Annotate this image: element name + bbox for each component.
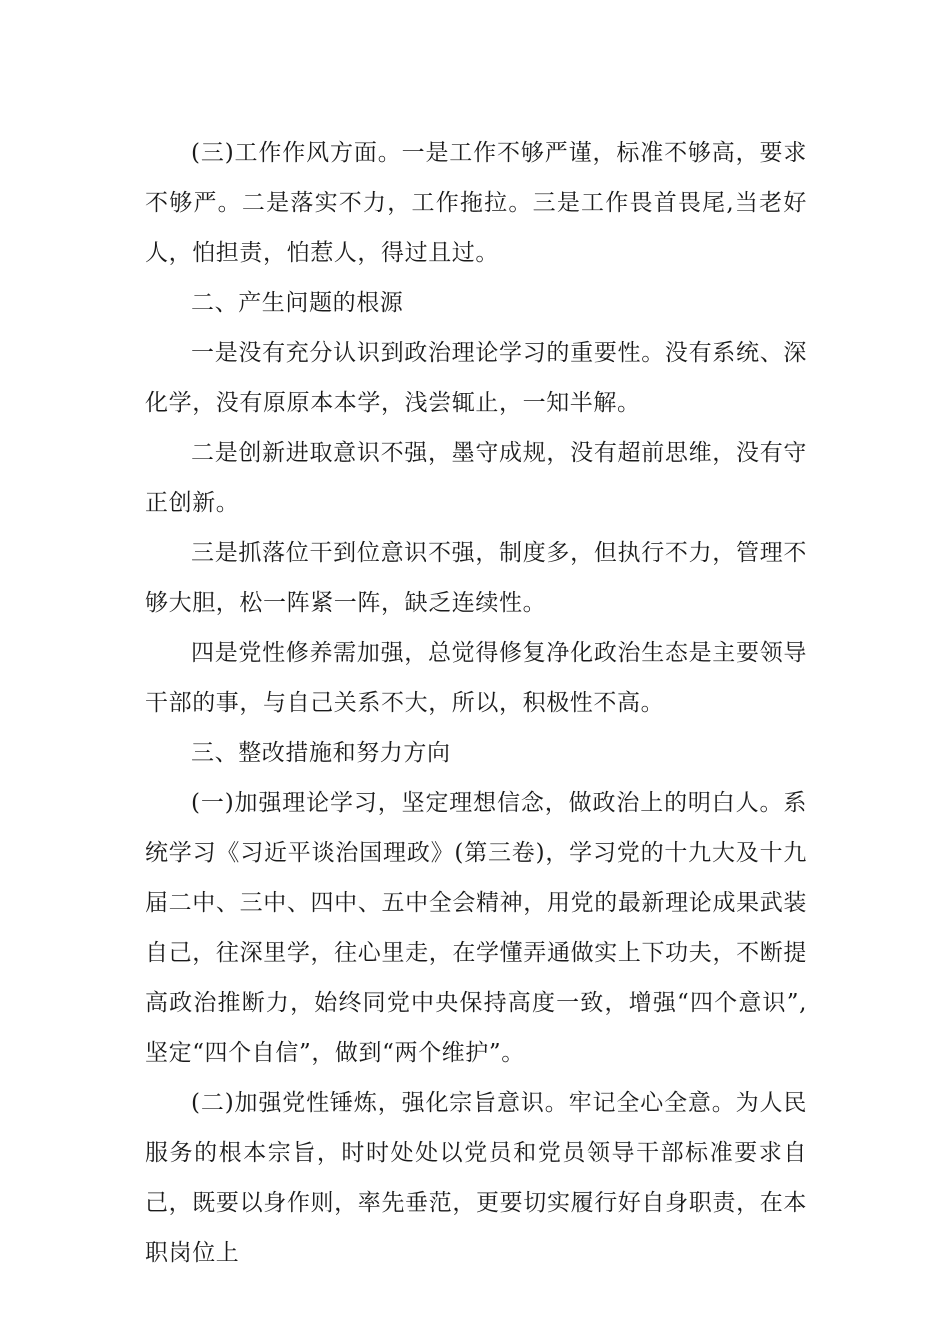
document-body	[145, 128, 807, 1278]
paragraph-cause-1: 一是没有充分认识到政治理论学习的重要性。没有系统、深化学，没有原原本本学，浅尝辄止，一知半解。	[145, 340, 807, 416]
section-heading-measures: 三、整改措施和努力方向	[191, 740, 451, 766]
paragraph-measure-1: (一)加强理论学习，坚定理想信念，做政治上的明白人。系统学习《习近平谈治国理政》(第三卷)，学习党的十九大及十九届二中、三中、四中、五中全会精神，用党的最新理论成果武装自己，往深里学，往心里走，在学懂弄通做实上下功夫，不断提高政治推断力，始终同党中央保持高度一致，增强“四个意识”,坚定“四个自信”，做到“两个维护”。	[145, 790, 807, 1066]
paragraph-cause-3: 三是抓落位干到位意识不强，制度多，但执行不力，管理不够大胆，松一阵紧一阵，缺乏连续性。	[145, 540, 807, 616]
paragraph-cause-2: 二是创新进取意识不强，墨守成规，没有超前思维，没有守正创新。	[145, 440, 807, 516]
section-heading-root-causes: 二、产生问题的根源	[191, 290, 404, 316]
paragraph-work-style: (三)工作作风方面。一是工作不够严谨，标准不够高，要求不够严。二是落实不力，工作拖拉。三是工作畏首畏尾,当老好人，怕担责，怕惹人，得过且过。	[145, 140, 807, 266]
paragraph-cause-4: 四是党性修养需加强，总觉得修复净化政治生态是主要领导干部的事，与自己关系不大，所以，积极性不高。	[145, 640, 807, 716]
paragraph-measure-2: (二)加强党性锤炼，强化宗旨意识。牢记全心全意。为人民服务的根本宗旨，时时处处以党员和党员领导干部标准要求自己，既要以身作则，率先垂范，更要切实履行好自身职责，在本职岗位上	[145, 1090, 807, 1266]
